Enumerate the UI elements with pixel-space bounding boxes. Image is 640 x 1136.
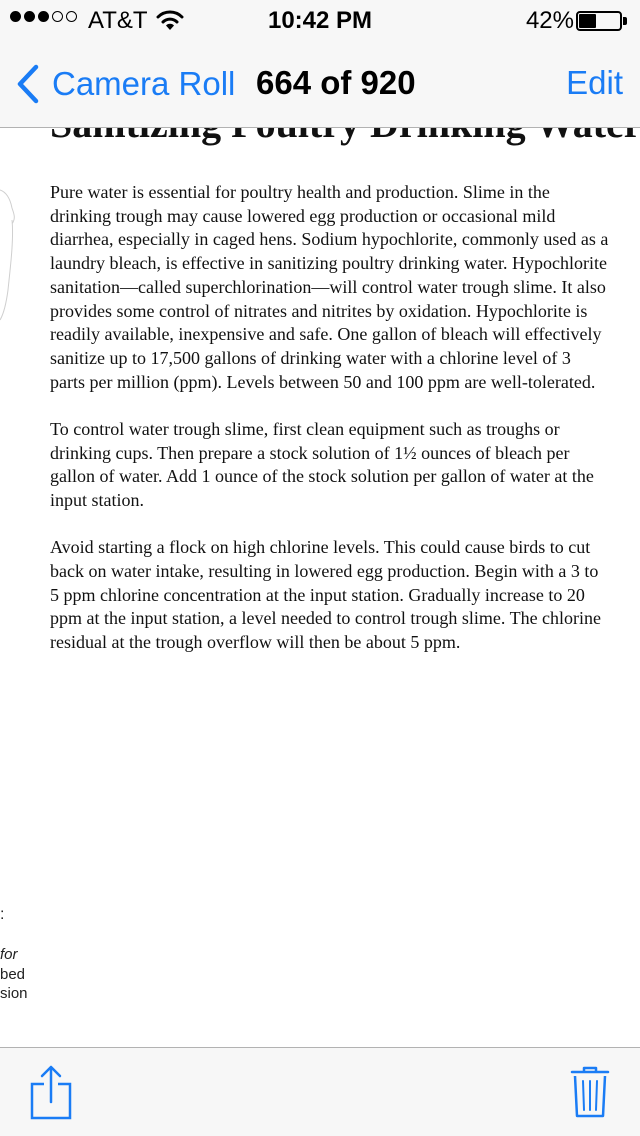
- battery-percentage: 42%: [525, 7, 574, 34]
- side-text-fragment: [0, 945, 28, 1004]
- article-paragraph-1: Pure water is essential for poultry health and production. Slime in the drinking trough may cause lowered egg production or occasional mild diarrhea, especially in caged hens. Sodium hypochlorite, commonly used as a laundry bleach, is effective in sanitizing poultry drinking water. Hypochlorite sanitation—called superchlorination—will control water trough slime. It also provides some control of nitrates and nitrites by oxidation. Hypochlorite is readily available, inexpensive and safe. One gallon of bleach will effectively sanitize up to 17,500 gallons of drinking water with a chlorine level of 3 parts per million (ppm). Levels between 50 and 100 ppm are well-tolerated.: [50, 182, 609, 392]
- article-paragraph-2: To control water trough slime, first clean equipment such as troughs or drinking cups. Then prepare a stock solution of 1½ ounces of bleach per gallon of water. Add 1 ounce of the stock solution per gallon of water at the input station.: [50, 418, 594, 510]
- side-fragment-line-1: for: [0, 946, 18, 963]
- back-button[interactable]: [16, 64, 235, 104]
- side-fragment-line-2: bed: [0, 965, 26, 983]
- chevron-left-icon: [16, 64, 40, 104]
- photo-position-title: 664 of 920: [256, 64, 416, 101]
- status-bar: [0, 0, 640, 40]
- navigation-bar: [0, 40, 640, 128]
- side-fragment-line-3: sion: [0, 985, 28, 1002]
- trash-icon[interactable]: [570, 1066, 610, 1118]
- back-button-label: Camera Roll: [52, 65, 236, 102]
- edit-button[interactable]: Edit: [566, 64, 623, 101]
- left-edge-illustration: [0, 180, 18, 330]
- status-time: 10:42 PM: [267, 7, 373, 34]
- share-icon[interactable]: [30, 1064, 72, 1120]
- article-paragraph-3: Avoid starting a flock on high chlorine levels. This could cause birds to cut back on water intake, resulting in lowered egg production. Begin with a 3 to 5 ppm chlorine concentration at the input station. Gradually increase to 20 ppm at the input station, a level needed to control trough slime. The chlorine residual at the trough overflow will then be about 5 ppm.: [50, 537, 602, 652]
- bottom-toolbar: [0, 1047, 640, 1136]
- battery-level-fill: [579, 14, 596, 28]
- carrier-name: AT&T: [88, 7, 148, 34]
- battery-nub: [623, 17, 627, 25]
- article-body: [50, 181, 610, 678]
- battery-icon: [576, 11, 628, 33]
- side-fragment-mark: :: [0, 906, 5, 923]
